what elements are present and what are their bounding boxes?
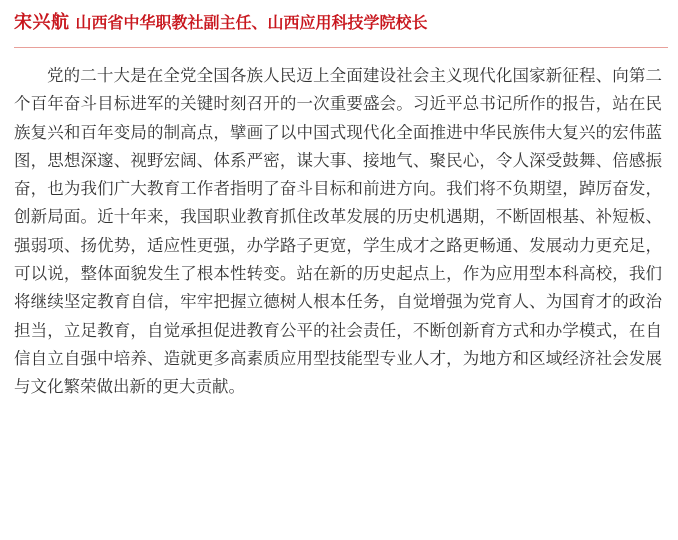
author-title: 山西省中华职教社副主任、山西应用科技学院校长 bbox=[75, 12, 428, 32]
author-name: 宋兴航 bbox=[14, 12, 70, 33]
author-header bbox=[14, 6, 428, 36]
header-divider bbox=[14, 47, 668, 48]
article-paragraph: 党的二十大是在全党全国各族人民迈上全面建设社会主义现代化国家新征程、向第二个百年奋斗目标进军的关键时刻召开的一次重要盛会。习近平总书记所作的报告，站在民族复兴和百年变局的制高点，擘画了以中国式现代化全面推进中华民族伟大复兴的宏伟蓝图，思想深邃、视野宏阔、体系严密，谋大事、接地气、聚民心，令人深受鼓舞、倍感振奋，也为我们广大教育工作者指明了奋斗目标和前进方向。我们将不负期望，踔厉奋发，创新局面。近十年来，我国职业教育抓住改革发展的历史机遇期，不断固根基、补短板、强弱项、扬优势，适应性更强，办学路子更宽，学生成才之路更畅通、发展动力更充足，可以说，整体面貌发生了根本性转变。站在新的历史起点上，作为应用型本科高校，我们将继续坚定教育自信，牢牢把握立德树人根本任务，自觉增强为党育人、为国育才的政治担当，立足教育，自觉承担促进教育公平的社会责任，不断创新育方式和办学模式，在自信自立自强中培养、造就更多高素质应用型技能型专业人才，为地方和区域经济社会发展与文化繁荣做出新的更大贡献。 bbox=[14, 66, 662, 397]
